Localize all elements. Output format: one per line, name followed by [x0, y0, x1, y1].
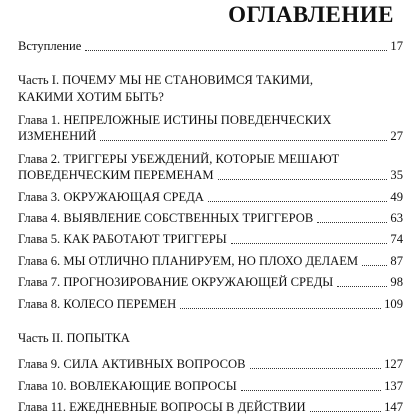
dot-leader	[250, 368, 382, 369]
toc-entry-chapter-10	[18, 378, 403, 394]
toc-entry-chapter-7	[18, 274, 403, 290]
part-heading-line: Часть I. ПОЧЕМУ МЫ НЕ СТАНОВИМСЯ ТАКИМИ,	[18, 73, 314, 87]
part-heading-line: КАКИМИ ХОТИМ БЫТЬ?	[18, 90, 164, 104]
toc-entry-label: Глава 4. ВЫЯВЛЕНИЕ СОБСТВЕННЫХ ТРИГГЕРОВ	[18, 211, 314, 225]
toc-page-number: 87	[390, 254, 403, 268]
dot-leader	[362, 265, 387, 266]
dot-leader	[100, 140, 387, 141]
toc-entry-label: Глава 7. ПРОГНОЗИРОВАНИЕ ОКРУЖАЮЩЕЙ СРЕДЫ	[18, 275, 334, 289]
toc-entry-chapter-3	[18, 189, 403, 205]
toc-entry-chapter-2	[18, 151, 403, 183]
toc-entry-label: Глава 1. НЕПРЕЛОЖНЫЕ ИСТИНЫ ПОВЕДЕНЧЕСКИХ	[18, 113, 332, 127]
toc-entry-chapter-1	[18, 112, 403, 144]
toc-entry-label: Глава 2. ТРИГГЕРЫ УБЕЖДЕНИЙ, КОТОРЫЕ МЕШАЮТ	[18, 152, 340, 166]
toc-entry-chapter-8	[18, 296, 403, 312]
toc-entry-label: Вступление	[18, 39, 82, 53]
toc-entry-label: Глава 11. ЕЖЕДНЕВНЫЕ ВОПРОСЫ В ДЕЙСТВИИ	[18, 400, 306, 414]
dot-leader	[231, 243, 388, 244]
toc-page-number: 109	[384, 297, 403, 311]
toc-page-number: 35	[390, 168, 403, 182]
part-heading-2	[18, 330, 403, 347]
toc-entry-chapter-6	[18, 253, 403, 269]
toc-entry-chapter-5	[18, 231, 403, 247]
part-heading-1	[18, 72, 403, 106]
toc-entry-label: Глава 9. СИЛА АКТИВНЫХ ВОПРОСОВ	[18, 357, 246, 371]
toc-page-number: 147	[384, 400, 403, 414]
dot-leader	[241, 390, 381, 391]
toc-page-number: 127	[384, 357, 403, 371]
dot-leader	[310, 411, 381, 412]
toc-entry-label: Глава 6. МЫ ОТЛИЧНО ПЛАНИРУЕМ, НО ПЛОХО ДЕЛАЕМ	[18, 254, 359, 268]
page-title: ОГЛАВЛЕНИЕ	[228, 2, 394, 27]
dot-leader	[85, 50, 387, 51]
toc-page-number: 137	[384, 379, 403, 393]
toc-entry-chapter-11	[18, 399, 403, 415]
toc-entry-label: Глава 10. ВОВЛЕКАЮЩИЕ ВОПРОСЫ	[18, 379, 237, 393]
toc-entry-label: Глава 5. КАК РАБОТАЮТ ТРИГГЕРЫ	[18, 232, 227, 246]
toc-entry-label: Глава 8. КОЛЕСО ПЕРЕМЕН	[18, 297, 177, 311]
toc-page-number: 49	[390, 190, 403, 204]
dot-leader	[317, 222, 387, 223]
toc-entry-label-continued: ИЗМЕНЕНИЙ	[18, 129, 97, 143]
dot-leader	[337, 286, 387, 287]
dot-leader	[208, 201, 388, 202]
part-heading-line: Часть II. ПОПЫТКА	[18, 331, 130, 345]
toc-entry-chapter-9	[18, 356, 403, 372]
toc-page-number: 63	[390, 211, 403, 225]
toc-page-number: 27	[390, 129, 403, 143]
toc-page-number: 98	[390, 275, 403, 289]
dot-leader	[180, 308, 381, 309]
toc-page-number: 17	[390, 39, 403, 53]
toc-entry-intro	[18, 38, 403, 54]
toc-page-number: 74	[390, 232, 403, 246]
toc-entry-chapter-4	[18, 210, 403, 226]
dot-leader	[218, 179, 388, 180]
toc-entry-label: Глава 3. ОКРУЖАЮЩАЯ СРЕДА	[18, 190, 204, 204]
toc-entry-label-continued: ПОВЕДЕНЧЕСКИМ ПЕРЕМЕНАМ	[18, 168, 214, 182]
